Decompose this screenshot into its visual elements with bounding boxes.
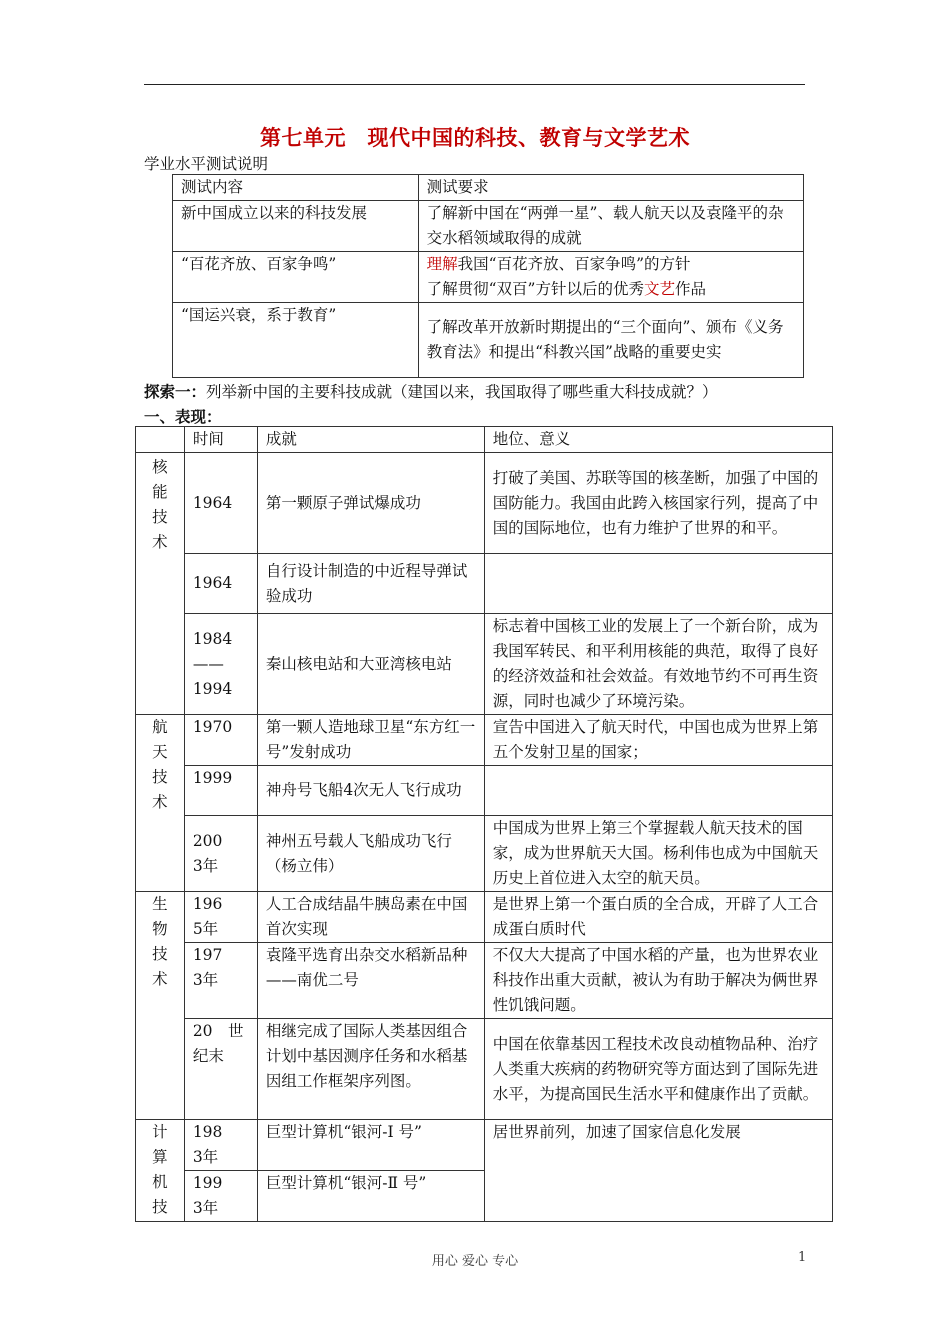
time-cell: 1993年	[184, 1171, 257, 1222]
group-label: 航天技术	[136, 715, 185, 892]
table-cell: 新中国成立以来的科技发展	[173, 201, 419, 252]
time-cell: 1964	[184, 453, 257, 554]
achievement-cell: 巨型计算机“银河-Ⅱ 号”	[257, 1171, 484, 1222]
cell-text: 作品	[675, 280, 707, 298]
table-cell: 了解改革开放新时期提出的“三个面向”、颁布《义务教育法》和提出“科教兴国”战略的重要史实	[418, 303, 803, 378]
achievement-cell: 相继完成了国际人类基因组合计划中基因测序任务和水稻基因组工作框架序列图。	[257, 1019, 484, 1120]
table-header: 测试要求	[418, 175, 803, 201]
explore-prompt	[144, 380, 718, 402]
achievement-cell: 秦山核电站和大亚湾核电站	[257, 614, 484, 715]
table-cell: 了解新中国在“两弹一星”、载人航天以及袁隆平的杂交水稻领域取得的成就	[418, 201, 803, 252]
highlight-text: 文艺	[643, 280, 675, 298]
cell-text: 了解贯彻“双百”方针以后的优秀	[426, 280, 644, 298]
meaning-cell	[484, 766, 832, 816]
test-requirements-table	[172, 174, 804, 378]
header-rule	[144, 84, 805, 85]
achievement-cell: 自行设计制造的中近程导弹试验成功	[257, 554, 484, 614]
table-cell	[418, 252, 803, 303]
time-cell: 1964	[184, 554, 257, 614]
table-header	[136, 427, 185, 453]
explore-text: 列举新中国的主要科技成就（建国以来，我国取得了哪些重大科技成就？）	[206, 383, 718, 401]
achievement-cell: 神舟号飞船4次无人飞行成功	[257, 766, 484, 816]
group-label: 生物技术	[136, 892, 185, 1120]
achievement-cell: 巨型计算机“银河-Ⅰ 号”	[257, 1120, 484, 1171]
table-header: 时间	[184, 427, 257, 453]
time-cell: 20 世纪末	[184, 1019, 257, 1120]
table-header: 测试内容	[173, 175, 419, 201]
meaning-cell: 打破了美国、苏联等国的核垄断，加强了中国的国防能力。我国由此跨入核国家行列，提高了中国的国际地位，也有力维护了世界的和平。	[484, 453, 832, 554]
meaning-cell: 中国成为世界上第三个掌握载人航天技术的国家，成为世界航天大国。杨利伟也成为中国航天历史上首位进入太空的航天员。	[484, 816, 832, 892]
time-cell: 1973年	[184, 943, 257, 1019]
achievement-cell: 人工合成结晶牛胰岛素在中国首次实现	[257, 892, 484, 943]
meaning-cell: 不仅大大提高了中国水稻的产量，也为世界农业科技作出重大贡献，被认为有助于解决为俩世界性饥饿问题。	[484, 943, 832, 1019]
section-heading: 一、表现：	[144, 407, 222, 426]
highlight-text: 理解	[426, 255, 458, 273]
table-cell: “国运兴衰，系于教育”	[173, 303, 419, 378]
time-cell: 1983年	[184, 1120, 257, 1171]
meaning-cell: 宣告中国进入了航天时代，中国也成为世界上第五个发射卫星的国家；	[484, 715, 832, 766]
achievement-cell: 第一颗人造地球卫星“东方红一号”发射成功	[257, 715, 484, 766]
achievements-table	[135, 426, 833, 1222]
page-title: 第七单元 现代中国的科技、教育与文学艺术	[260, 125, 690, 150]
cell-text: 我国“百花齐放、百家争鸣”的方针	[457, 255, 691, 273]
table-cell: “百花齐放、百家争鸣”	[173, 252, 419, 303]
time-cell: 1999	[184, 766, 257, 816]
time-cell: 1965年	[184, 892, 257, 943]
time-cell: 2003年	[184, 816, 257, 892]
achievement-cell: 第一颗原子弹试爆成功	[257, 453, 484, 554]
page-number: 1	[798, 1250, 807, 1265]
achievement-cell: 神州五号载人飞船成功飞行（杨立伟）	[257, 816, 484, 892]
achievement-cell: 袁隆平选育出杂交水稻新品种——南优二号	[257, 943, 484, 1019]
explore-label: 探索一：	[144, 382, 207, 401]
meaning-cell: 标志着中国核工业的发展上了一个新台阶，成为我国军转民、和平利用核能的典范，取得了良好的经济效益和社会效益。有效地节约不可再生资源，同时也减少了环境污染。	[484, 614, 832, 715]
meaning-cell	[484, 554, 832, 614]
meaning-cell: 中国在依靠基因工程技术改良动植物品种、治疗人类重大疾病的药物研究等方面达到了国际先进水平，为提高国民生活水平和健康作出了贡献。	[484, 1019, 832, 1120]
meaning-cell: 居世界前列，加速了国家信息化发展	[484, 1120, 832, 1222]
time-cell: 1984 —— 1994	[184, 614, 257, 715]
time-cell: 1970	[184, 715, 257, 766]
footer-motto: 用心 爱心 专心	[431, 1254, 519, 1269]
meaning-cell: 是世界上第一个蛋白质的全合成，开辟了人工合成蛋白质时代	[484, 892, 832, 943]
group-label: 计算机技	[136, 1120, 185, 1222]
page-subtitle: 学业水平测试说明	[144, 155, 269, 173]
table-header: 地位、意义	[484, 427, 832, 453]
group-label: 核能技术	[136, 453, 185, 715]
table-header: 成就	[257, 427, 484, 453]
